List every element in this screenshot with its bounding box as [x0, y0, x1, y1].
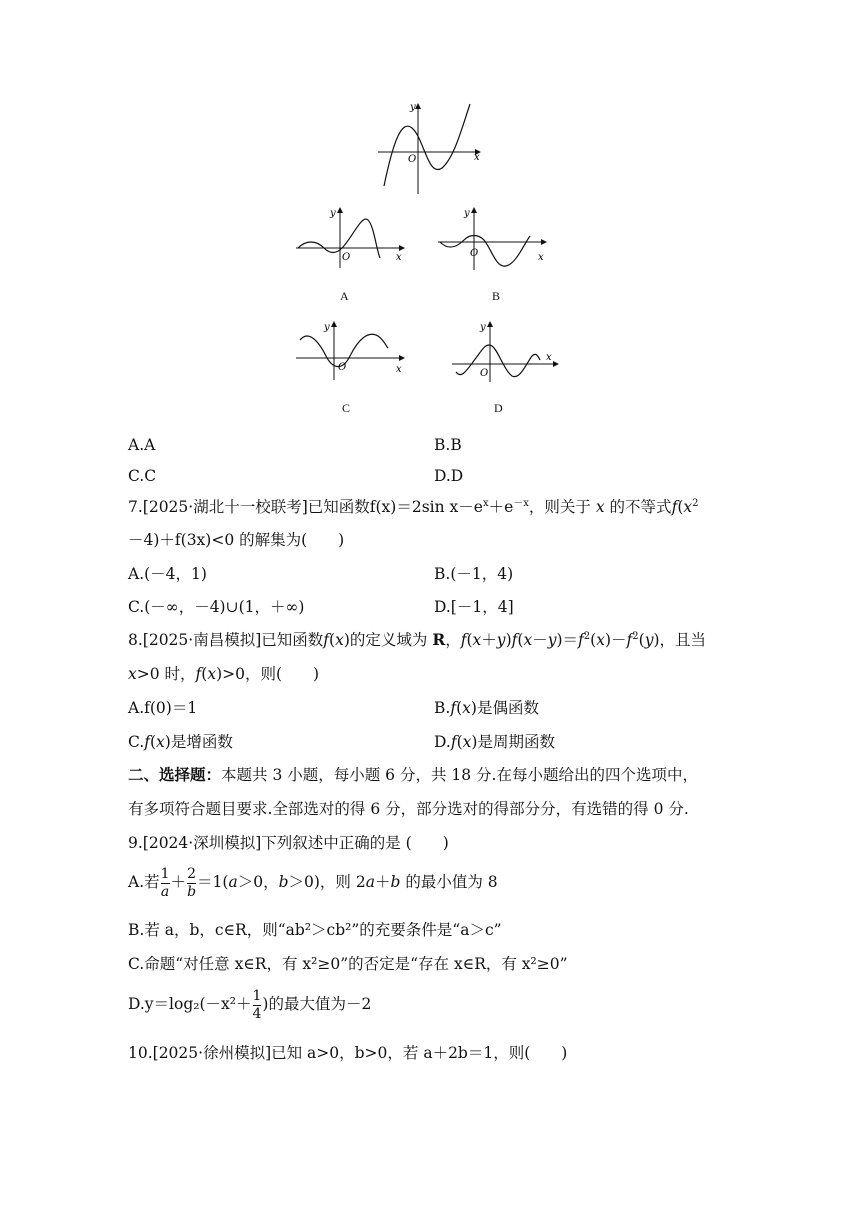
svg-text:y: y: [330, 208, 336, 219]
q6-option-b: B.B: [434, 436, 462, 454]
q8-option-b: B.f(x)是偶函数: [434, 699, 539, 717]
q8-option-a: A.f(0)＝1: [128, 699, 198, 717]
section2-line2: 有多项符合题目要求.全部选对的得 6 分，部分选对的得部分分，有选错的得 0 分.: [128, 800, 689, 818]
section2-title: 二、选择题：: [128, 765, 222, 784]
q10-stem: 10.[2025·徐州模拟]已知 a>0，b>0，若 a＋2b＝1，则( ): [128, 1044, 568, 1062]
svg-text:O: O: [342, 252, 351, 263]
q9-option-b: B.若 a，b，c∈R，则“ab²＞cb²”的充要条件是“a＞c”: [128, 921, 502, 939]
svg-text:x: x: [474, 152, 480, 163]
q9-option-a: A.若 $\frac{1}{a}$ ＋ $\frac{2}{b}$ ＝1(a＞0，b＞0)，则 2a＋b 的最小值为 8: [128, 865, 498, 900]
graph-d: [448, 318, 568, 384]
section2-line1: 二、选择题：本题共 3 小题，每小题 6 分，共 18 分.在每小题给出的四个选项中，: [128, 765, 698, 784]
caption-c: C: [342, 401, 351, 415]
q7-option-c: C.(－∞，－4)∪(1，＋∞): [128, 598, 305, 616]
q6-option-d: D.D: [434, 467, 464, 485]
svg-text:y: y: [410, 102, 416, 113]
svg-text:O: O: [338, 362, 347, 373]
q7-option-b: B.(－1，4): [434, 565, 514, 583]
svg-text:x: x: [538, 252, 544, 263]
q8-option-c: C.f(x)是增函数: [128, 733, 233, 751]
svg-text:y: y: [324, 322, 330, 333]
caption-b: B: [492, 289, 501, 303]
graph-c: [292, 318, 412, 384]
q9-stem: 9.[2024·深圳模拟]下列叙述中正确的是 ( ): [128, 834, 449, 852]
main-graph: [372, 98, 512, 198]
q8-option-d: D.f(x)是周期函数: [434, 733, 555, 751]
svg-text:O: O: [470, 248, 479, 259]
q8-stem-line1: 8.[2025·南昌模拟]已知函数f(x)的定义域为 R，$f(x+y)f(x-y)=f^2(x)-f^2(y)$，且当: [128, 630, 707, 649]
svg-text:O: O: [480, 368, 489, 379]
q7-option-a: A.(－4，1): [128, 565, 207, 583]
q6-option-c: C.C: [128, 467, 157, 485]
svg-text:y: y: [464, 208, 470, 219]
q9-option-c: C.命题“对任意 x∈R，有 x²≥0”的否定是“存在 x∈R，有 x²≥0”: [128, 955, 568, 973]
q7-stem-line1: 7.[2025·湖北十一校联考]已知函数f(x)＝2sin $x-e^x+e^{-x}$，则关于 x 的不等式$f(x^2$: [128, 498, 699, 516]
figure-area: [0, 0, 860, 420]
q6-option-a: A.A: [128, 436, 156, 454]
graph-b: [434, 204, 554, 274]
q8-stem-line2: x>0 时，f(x)>0，则( ): [128, 665, 320, 683]
svg-text:y: y: [480, 322, 486, 333]
caption-d: D: [494, 401, 503, 415]
q7-stem-line2: －4)＋f(3x)<0 的解集为( ): [128, 531, 345, 549]
svg-text:O: O: [408, 154, 417, 165]
svg-text:x: x: [546, 352, 552, 363]
cubic-curve: [384, 104, 470, 186]
svg-text:x: x: [396, 252, 402, 263]
graph-a: [292, 204, 412, 274]
q9-option-d: D.y＝log₂(－x²＋ $\frac{1}{4}$ )的最大值为－2: [128, 987, 372, 1022]
q7-option-d: D.[－1，4]: [434, 598, 514, 616]
caption-a: A: [340, 289, 349, 303]
svg-text:x: x: [396, 364, 402, 375]
